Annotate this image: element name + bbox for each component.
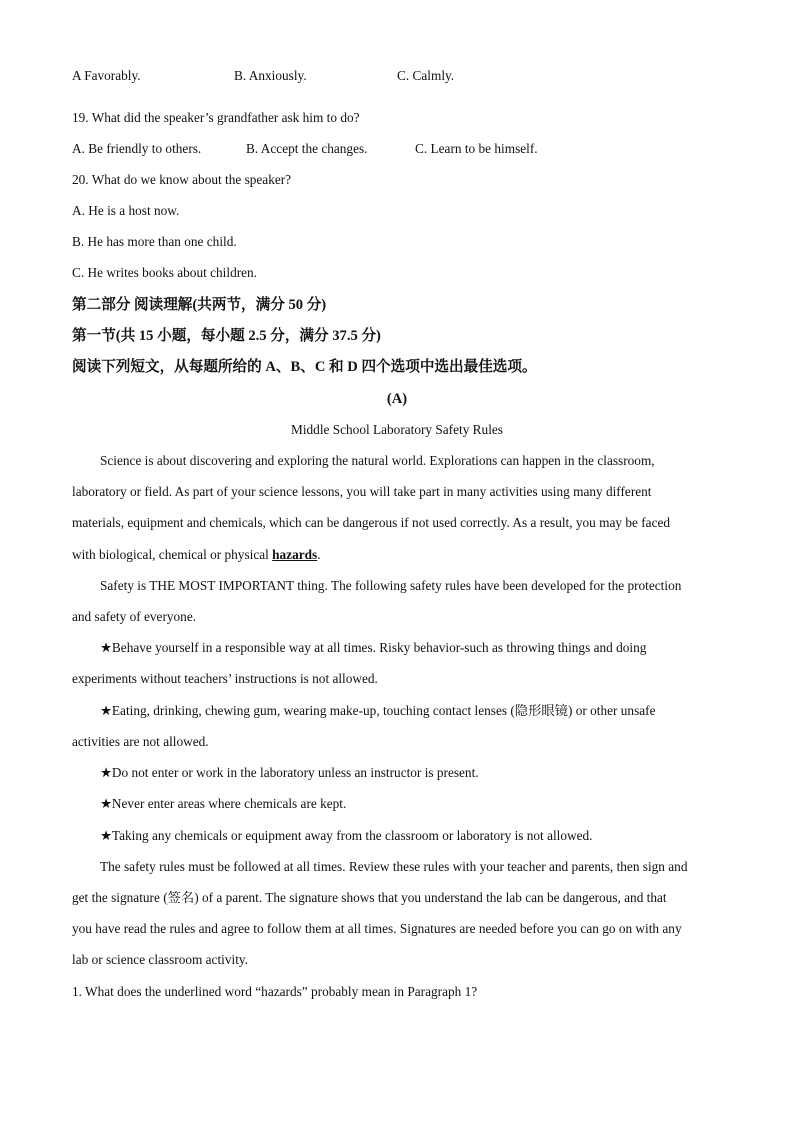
q20-option-b: B. He has more than one child. xyxy=(72,234,237,249)
rule-item-continued: experiments without teachers’ instructions is not allowed. xyxy=(72,671,378,686)
part2-heading: 第二部分 阅读理解(共两节，满分 50 分) xyxy=(72,297,327,313)
rule-item: ★Eating, drinking, chewing gum, wearing make-up, touching contact lenses (隐形眼镜) or other unsafe xyxy=(100,703,656,718)
rule-item: ★Behave yourself in a responsible way at all times. Risky behavior-such as throwing things and doing xyxy=(100,640,647,655)
q20-question: 20. What do we know about the speaker? xyxy=(72,172,292,187)
paragraph-3-line: lab or science classroom activity. xyxy=(72,952,248,967)
q20-option-c: C. He writes books about children. xyxy=(72,265,258,280)
paragraph-1-line: Science is about discovering and exploring the natural world. Explorations can happen in the classroom, xyxy=(100,453,655,468)
reading-instruction: 阅读下列短文，从每题所给的 A、B、C 和 D 四个选项中选出最佳选项。 xyxy=(72,359,537,375)
section1-heading: 第一节(共 15 小题，每小题 2.5 分，满分 37.5 分) xyxy=(72,328,381,344)
paragraph-1-period: . xyxy=(317,547,321,562)
underlined-word-hazards: hazards xyxy=(272,547,318,562)
paragraph-1-last-line xyxy=(72,546,321,564)
passage-title: Middle School Laboratory Safety Rules xyxy=(291,422,503,437)
q19-option-b: B. Accept the changes. xyxy=(246,141,368,156)
rule-item-continued: activities are not allowed. xyxy=(72,734,209,749)
rule-item: ★Do not enter or work in the laboratory unless an instructor is present. xyxy=(100,765,479,780)
q20-option-a: A. He is a host now. xyxy=(72,203,180,218)
q19-question: 19. What did the speaker’s grandfather ask him to do? xyxy=(72,110,360,125)
q18-option-a: A Favorably. xyxy=(72,68,141,83)
paragraph-2-line: Safety is THE MOST IMPORTANT thing. The following safety rules have been developed for the protection xyxy=(100,578,682,593)
paragraph-1-line: laboratory or field. As part of your science lessons, you will take part in many activities using many different xyxy=(72,484,652,499)
paragraph-3-line: get the signature (签名) of a parent. The signature shows that you understand the lab can be dangerous, and that xyxy=(72,890,667,905)
question-1: 1. What does the underlined word “hazards” probably mean in Paragraph 1? xyxy=(72,984,478,999)
paragraph-1-text: with biological, chemical or physical xyxy=(72,547,273,562)
q18-option-c: C. Calmly. xyxy=(397,68,455,83)
q19-option-a: A. Be friendly to others. xyxy=(72,141,202,156)
paragraph-3-line: The safety rules must be followed at all times. Review these rules with your teacher and parents, then sign and xyxy=(100,859,688,874)
rule-item: ★Taking any chemicals or equipment away from the classroom or laboratory is not allowed. xyxy=(100,828,593,843)
paragraph-1-line: materials, equipment and chemicals, which can be dangerous if not used correctly. As a result, you may be faced xyxy=(72,515,671,530)
q18-option-b: B. Anxiously. xyxy=(234,68,307,83)
passage-label: (A) xyxy=(386,391,408,407)
q19-option-c: C. Learn to be himself. xyxy=(415,141,538,156)
rule-item: ★Never enter areas where chemicals are kept. xyxy=(100,796,347,811)
paragraph-2-line: and safety of everyone. xyxy=(72,609,197,624)
paragraph-3-line: you have read the rules and agree to follow them at all times. Signatures are needed before you can go on with any xyxy=(72,921,682,936)
